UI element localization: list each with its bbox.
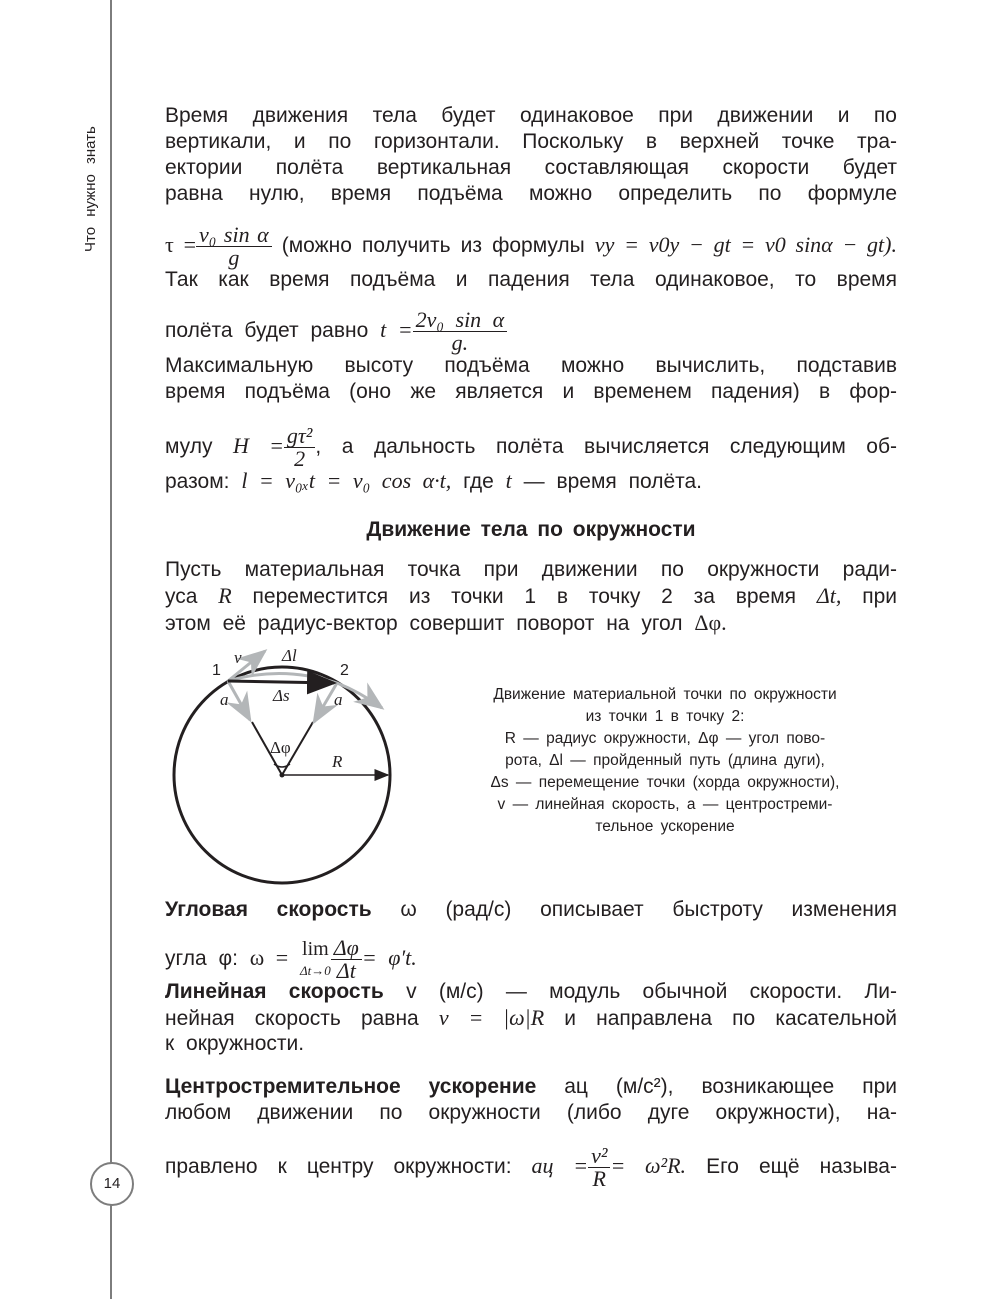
- var: t: [505, 468, 512, 493]
- formula-line: правлено к центру окружности: aц = $\frac{\text{v²}}{R}$ = ω²R. Его ещё называ-: [165, 1143, 897, 1191]
- text-line: любом движении по окружности (либо дуге окружности), на-: [165, 1101, 897, 1124]
- arc-path: [228, 673, 382, 708]
- dl-label: Δl: [282, 646, 297, 665]
- text-line: уса R переместится из точки 1 в точку 2 за время Δt, при: [165, 583, 897, 608]
- vy-formula: vy = v0y − gt = v0 sinα − gt).: [594, 232, 897, 258]
- text: где: [463, 470, 494, 493]
- text: (можно получить из формулы: [281, 234, 585, 258]
- point-1-label: 1: [212, 662, 221, 679]
- h-formula: H = $\frac{\text{gτ²}}{2}$ , а дальность полёта вычисляется следующим об-: [233, 423, 897, 471]
- range-formula: l = v₀ₓt = v₀ cos α·t,: [241, 468, 452, 493]
- page-number: 14: [90, 1162, 134, 1206]
- text-line: этом её радиус-вектор совершит поворот на угол Δφ.: [165, 610, 727, 635]
- text-line: равна нулю, время подъёма можно определить по формуле: [165, 182, 897, 205]
- ds-label: Δs⃗: [273, 686, 303, 705]
- text-line: Время движения тела будет одинаковое при движении и по: [165, 104, 897, 127]
- text-line: нейная скорость равна v = |ω|R и направлена по касательной: [165, 1005, 897, 1030]
- text-line: вертикали, и по горизонтали. Поскольку в верхней точке тра-: [165, 130, 897, 153]
- text-line: к окружности.: [165, 1032, 305, 1055]
- text-line: Угловая скорость ω (рад/с) описывает быстроту изменения: [165, 898, 897, 921]
- text: — время полёта.: [523, 470, 703, 493]
- dphi-label: Δφ: [270, 738, 291, 757]
- text-line: Пусть материальная точка при движении по окружности ради-: [165, 558, 897, 581]
- v-label: v⃗: [234, 648, 255, 667]
- r-label: R: [332, 752, 343, 771]
- text-line: Линейная скорость v (м/с) — модуль обычной скорости. Ли-: [165, 980, 897, 1003]
- tau-formula: τ = $\frac{\text{v₀ sin α}}{g}$: [165, 234, 272, 257]
- diagram-caption: Движение материальной точки по окружности из точки 1 в точку 2: R — радиус окружности, Δφ — угол пово- рота, Δl — пройденный путь (длина дуги), Δs — перемещение точки (хорда окружности), v — линейная скорость, a — центростреми- тельное ускорение: [490, 686, 840, 835]
- text-line: Максимальную высоту подъёма можно вычислить, подставив: [165, 354, 897, 377]
- a1-label: a⃗: [220, 690, 242, 709]
- text-line: Так как время подъёма и падения тела одинаковое, то время: [165, 268, 897, 291]
- t-formula: t = $\frac{\text{2v₀ sin α}}{g.}$: [380, 319, 507, 342]
- formula-line: угла φ: ω = lim Δt→0 $\frac{\Delta\varphi}{\Delta t}$ = φ′t.: [165, 935, 417, 983]
- section-title: Что нужно знать: [82, 126, 99, 252]
- text-line: время подъёма (оно же является и временем падения) в фор-: [165, 380, 897, 403]
- point-2-label: 2: [340, 662, 349, 679]
- text: полёта будет равно: [165, 319, 369, 343]
- a2-label: a⃗: [334, 690, 356, 709]
- text: мулу: [165, 435, 213, 459]
- displacement-vector: [228, 681, 334, 683]
- text-line: Центростремительное ускорение aц (м/с²), возникающее при: [165, 1075, 897, 1098]
- text: разом:: [165, 470, 230, 493]
- text-line: ектории полёта вертикальная составляющая скорости будет: [165, 156, 897, 179]
- section-heading: Движение тела по окружности: [366, 518, 696, 541]
